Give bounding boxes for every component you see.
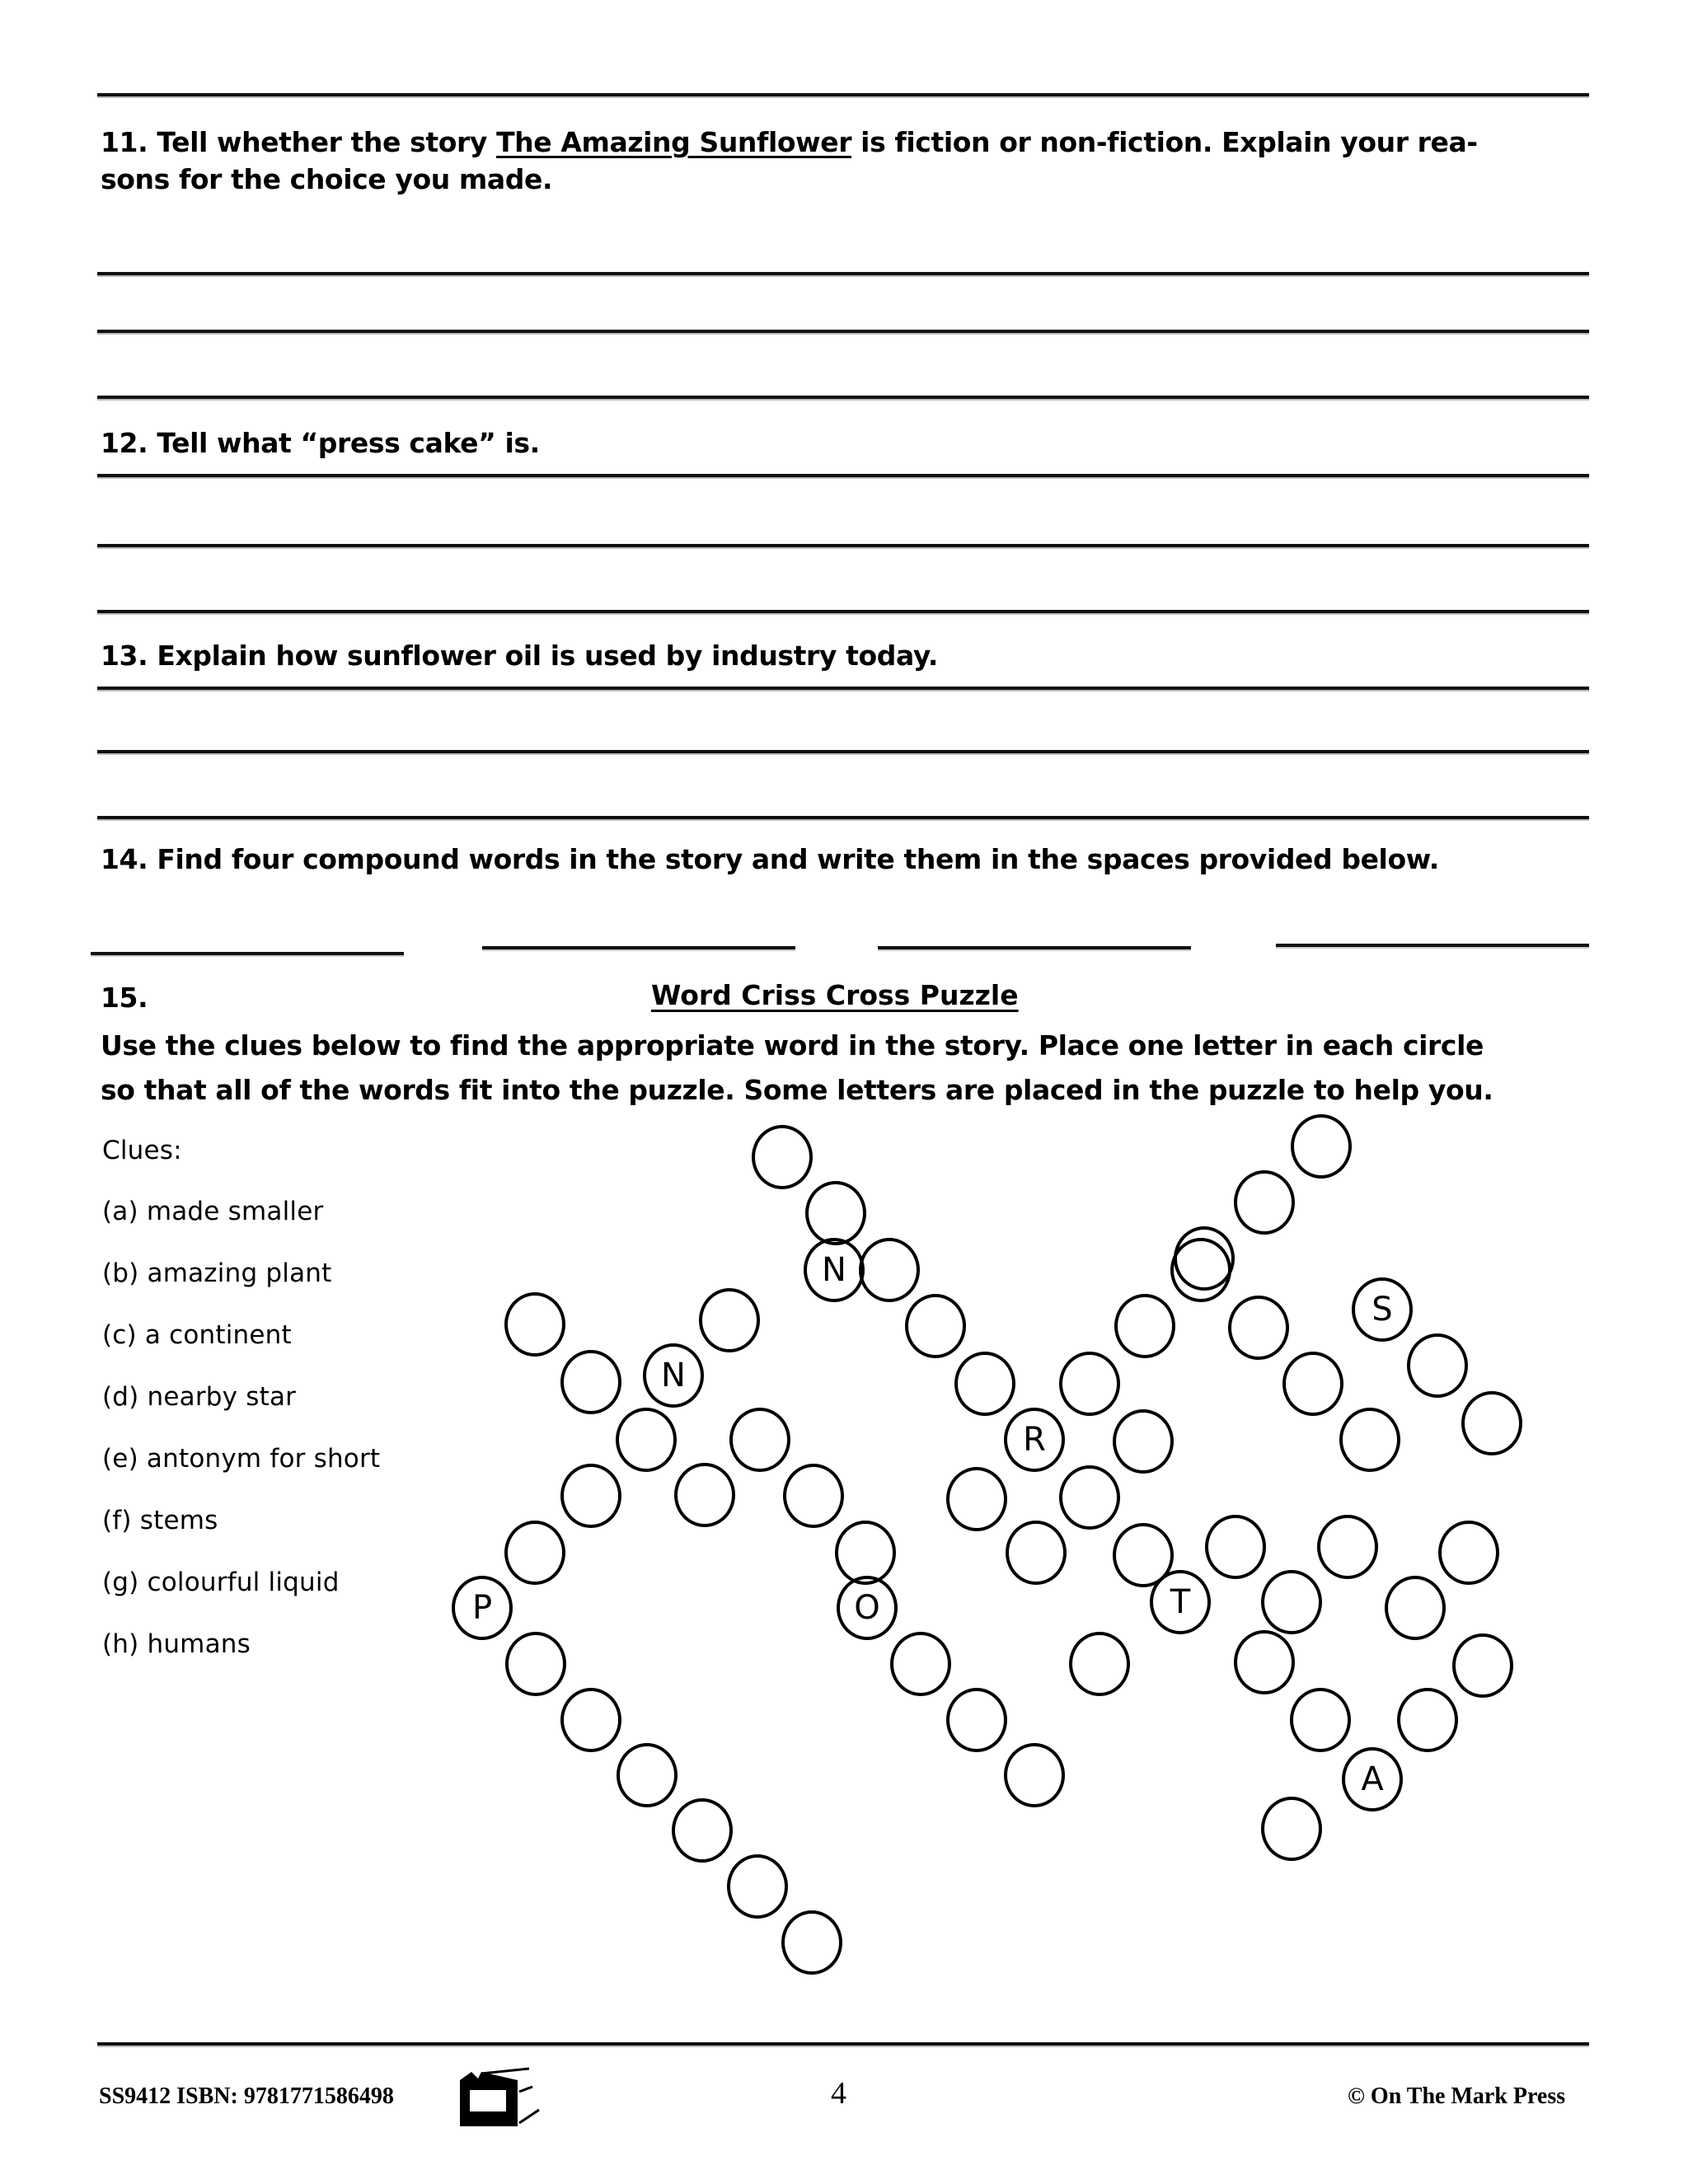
question-11-line2: sons for the choice you made.	[101, 163, 553, 195]
puzzle-circle-empty[interactable]	[1006, 1521, 1067, 1585]
puzzle-circle-empty[interactable]	[505, 1632, 566, 1696]
puzzle-circle-empty[interactable]	[859, 1238, 920, 1302]
puzzle-circle-empty[interactable]	[699, 1288, 760, 1352]
question-12-number: 12.	[101, 427, 148, 459]
answer-line-13-2	[97, 750, 1589, 753]
puzzle-circle-empty[interactable]	[1205, 1515, 1266, 1579]
puzzle-circle-empty[interactable]	[805, 1181, 866, 1245]
answer-line-12-3	[97, 610, 1589, 613]
puzzle-circle-empty[interactable]	[905, 1294, 966, 1358]
clue-c: (c) a continent	[102, 1320, 292, 1350]
question-12	[101, 426, 540, 462]
book-logo	[453, 2067, 552, 2137]
clue-b: (b) amazing plant	[102, 1258, 332, 1288]
puzzle-title: Word Criss Cross Puzzle	[651, 979, 1019, 1011]
puzzle-circle-empty[interactable]	[890, 1632, 951, 1696]
answer-line-11-1	[97, 272, 1589, 275]
puzzle-circle-letter: N	[822, 1251, 846, 1289]
puzzle-circle-empty[interactable]	[1339, 1408, 1400, 1472]
puzzle-circle-empty[interactable]	[1317, 1515, 1378, 1579]
puzzle-circle-filled[interactable]	[1352, 1277, 1413, 1342]
clues-heading: Clues:	[102, 1136, 182, 1165]
puzzle-circle-empty[interactable]	[1059, 1352, 1120, 1416]
compound-word-blank-1[interactable]	[91, 952, 404, 955]
question-13-number: 13.	[101, 640, 148, 672]
puzzle-circle-empty[interactable]	[1397, 1688, 1458, 1752]
puzzle-circle-filled[interactable]	[643, 1343, 704, 1408]
answer-line-11-2	[97, 330, 1589, 333]
puzzle-instructions-line1: Use the clues below to find the appropriate word in the story. Place one letter in each circle	[101, 1029, 1484, 1062]
question-14	[101, 842, 1439, 878]
puzzle-circle-empty[interactable]	[752, 1125, 813, 1189]
puzzle-circle-empty[interactable]	[1170, 1238, 1231, 1302]
puzzle-circle-filled[interactable]	[837, 1576, 898, 1640]
question-13	[101, 639, 938, 674]
question-11	[101, 125, 1478, 161]
puzzle-circle-letter: P	[471, 1589, 493, 1627]
answer-line-11-3	[97, 396, 1589, 399]
puzzle-circle-empty[interactable]	[1407, 1333, 1468, 1398]
puzzle-circle-empty[interactable]	[560, 1350, 621, 1414]
question-11-line1-post: is fiction or non-fiction. Explain your rea-	[851, 126, 1478, 158]
puzzle-circle-empty[interactable]	[1385, 1576, 1446, 1640]
puzzle-circle-empty[interactable]	[1114, 1294, 1175, 1358]
answer-line-12-2	[97, 544, 1589, 547]
puzzle-circle-letter: O	[854, 1589, 880, 1627]
puzzle-circle-empty[interactable]	[1069, 1632, 1130, 1696]
puzzle-circle-empty[interactable]	[617, 1743, 678, 1807]
puzzle-circle-empty[interactable]	[781, 1910, 842, 1975]
puzzle-circle-empty[interactable]	[1452, 1633, 1513, 1698]
footer-code-isbn: SS9412 ISBN: 9781771586498	[99, 2083, 394, 2109]
puzzle-circle-empty[interactable]	[504, 1521, 565, 1585]
clue-h: (h) humans	[102, 1629, 251, 1659]
compound-word-blank-2[interactable]	[482, 946, 795, 949]
footer-divider	[97, 2042, 1589, 2046]
question-14-text: Find four compound words in the story and write them in the spaces provided below.	[157, 843, 1439, 875]
clue-g: (g) colourful liquid	[102, 1568, 340, 1597]
page-number: 4	[831, 2076, 846, 2111]
puzzle-circle-empty[interactable]	[616, 1408, 677, 1472]
puzzle-circle-empty[interactable]	[1261, 1797, 1322, 1861]
puzzle-circle-empty[interactable]	[504, 1292, 565, 1357]
question-11-number: 11.	[101, 126, 148, 158]
puzzle-circle-letter: N	[661, 1357, 686, 1394]
answer-line-13-1	[97, 687, 1589, 690]
clue-e: (e) antonym for short	[102, 1444, 381, 1474]
puzzle-circle-empty[interactable]	[1228, 1296, 1289, 1360]
puzzle-circle-empty[interactable]	[946, 1467, 1007, 1531]
puzzle-circle-empty[interactable]	[1291, 1114, 1352, 1179]
puzzle-circle-filled[interactable]	[452, 1576, 513, 1640]
puzzle-circle-empty[interactable]	[783, 1464, 844, 1528]
clue-f: (f) stems	[102, 1506, 218, 1535]
puzzle-circle-empty[interactable]	[1282, 1352, 1343, 1416]
puzzle-circle-letter: T	[1170, 1583, 1191, 1621]
puzzle-circle-empty[interactable]	[1438, 1521, 1499, 1585]
puzzle-circle-empty[interactable]	[674, 1463, 735, 1527]
question-15-number: 15.	[101, 982, 148, 1014]
question-14-number: 14.	[101, 843, 148, 875]
puzzle-circle-empty[interactable]	[1234, 1170, 1295, 1235]
puzzle-circle-empty[interactable]	[1113, 1409, 1174, 1474]
question-12-text: Tell what “press cake” is.	[157, 427, 540, 459]
answer-line-12-1	[97, 474, 1589, 477]
puzzle-circle-empty[interactable]	[729, 1408, 790, 1472]
answer-line-13-3	[97, 816, 1589, 819]
puzzle-circle-letter: S	[1372, 1291, 1393, 1329]
puzzle-circle-empty[interactable]	[1059, 1465, 1120, 1530]
puzzle-circle-empty[interactable]	[727, 1854, 788, 1919]
compound-word-blank-4[interactable]	[1276, 944, 1589, 947]
puzzle-circle-empty[interactable]	[946, 1688, 1007, 1752]
top-divider	[97, 93, 1589, 96]
clue-a: (a) made smaller	[102, 1197, 324, 1226]
puzzle-circle-empty[interactable]	[560, 1464, 621, 1528]
compound-word-blank-3[interactable]	[878, 946, 1191, 949]
puzzle-circle-empty[interactable]	[560, 1688, 621, 1752]
footer-copyright: © On The Mark Press	[1348, 2083, 1566, 2109]
question-13-text: Explain how sunflower oil is used by industry today.	[157, 640, 939, 672]
puzzle-circle-filled[interactable]	[804, 1238, 865, 1302]
puzzle-circle-letter: A	[1361, 1760, 1384, 1798]
puzzle-circle-empty[interactable]	[672, 1798, 733, 1863]
puzzle-circle-empty[interactable]	[1290, 1688, 1351, 1752]
puzzle-circle-empty[interactable]	[1261, 1570, 1322, 1634]
puzzle-circle-filled[interactable]	[1342, 1747, 1403, 1811]
question-11-line1-pre: Tell whether the story	[157, 126, 497, 158]
story-title-the-amazing-sunflower: The Amazing Sunflower	[496, 126, 852, 158]
puzzle-circle-empty[interactable]	[954, 1352, 1015, 1416]
puzzle-circle-empty[interactable]	[1004, 1743, 1065, 1807]
puzzle-circle-empty[interactable]	[1234, 1630, 1295, 1694]
puzzle-circle-filled[interactable]	[1150, 1570, 1211, 1634]
puzzle-instructions-line2: so that all of the words fit into the puzzle. Some letters are placed in the puzzle to help you.	[101, 1074, 1493, 1106]
puzzle-circle-filled[interactable]	[1004, 1408, 1065, 1472]
clue-d: (d) nearby star	[102, 1382, 297, 1412]
puzzle-circle-empty[interactable]	[1461, 1391, 1522, 1455]
puzzle-circle-letter: R	[1023, 1421, 1046, 1459]
